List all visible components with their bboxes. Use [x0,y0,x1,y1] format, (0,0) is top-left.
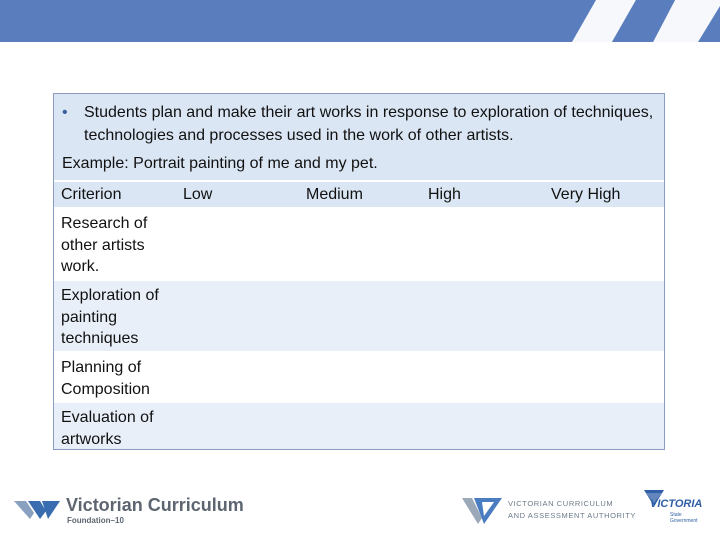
top-banner [0,0,720,42]
criterion-cell: Exploration of painting techniques [61,287,159,347]
vcaa-logo [462,494,637,526]
victoria-subtitle: State Government [670,512,698,524]
victorian-curriculum-logo [14,493,254,527]
rubric-box [53,93,665,450]
criterion-cell: Planning of Composition [61,359,150,398]
table-row-exploration [54,279,664,351]
vcaa-chevron-icon [462,496,502,524]
vcaa-line2: AND ASSESSMENT AUTHORITY [508,511,637,520]
header-high: High [428,186,461,203]
table-header-row [54,180,664,207]
example-text: Example: Portrait painting of me and my pet. [62,155,378,172]
vc-subtitle: Foundation–10 [67,516,124,525]
intro-section [54,94,664,180]
table-row-research [54,207,664,279]
bullet-marker: • [62,104,68,121]
victoria-state-logo [644,490,706,528]
header-medium: Medium [306,186,363,203]
table-row-evaluation [54,401,664,449]
intro-text: Students plan and make their art works in response to exploration of techniques, technologies and processes used in the work of other artists. [84,104,654,144]
vcaa-line1: VICTORIAN CURRICULUM [508,499,614,508]
header-very-high: Very High [551,186,621,203]
criterion-cell: Research of other artists work. [61,215,148,275]
criterion-cell: Evaluation of artworks [61,409,154,448]
vc-title: Victorian Curriculum [66,495,244,515]
header-low: Low [183,186,213,203]
victoria-title: VICTORIA [650,498,703,510]
header-criterion: Criterion [61,186,122,203]
vc-chevron-icon [14,497,60,519]
table-row-planning [54,351,664,401]
